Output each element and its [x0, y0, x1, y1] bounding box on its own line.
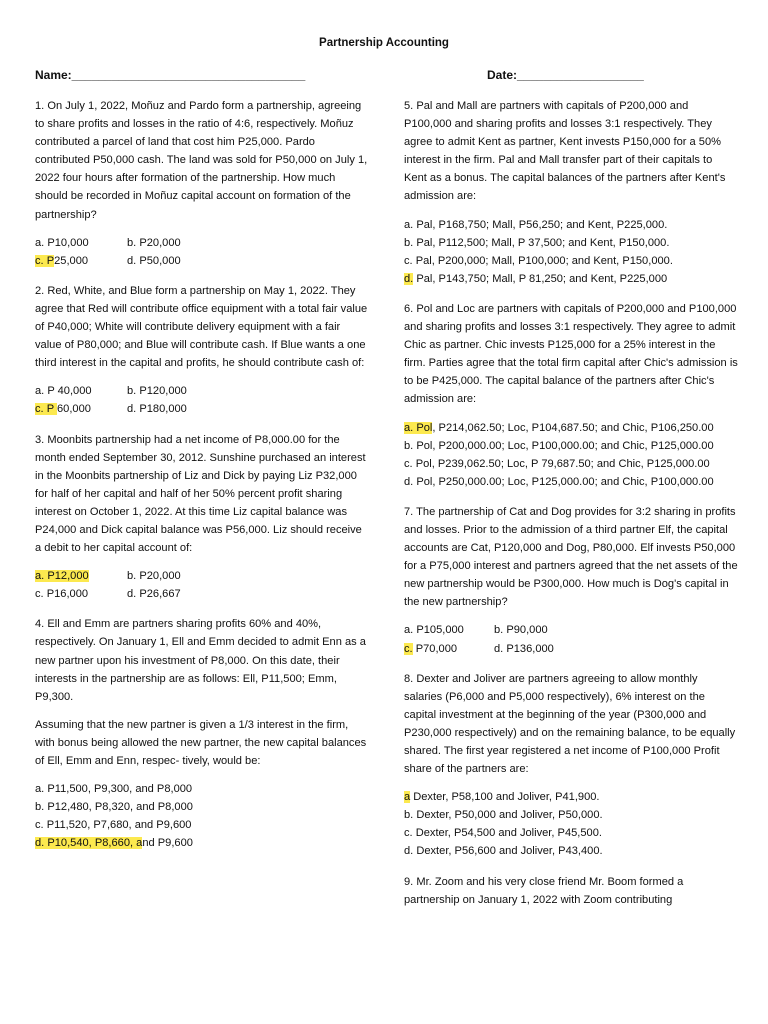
answer-highlight: d.: [404, 272, 414, 285]
question-6-options: [404, 419, 738, 491]
option-a: [404, 419, 738, 437]
right-column: [404, 97, 738, 919]
left-column: [35, 97, 369, 864]
option-d-text: nd P9,600: [142, 837, 193, 850]
option-c: c. P11,520, P7,680, and P9,600: [35, 819, 192, 832]
answer-highlight: a: [404, 791, 411, 804]
page-title: Partnership Accounting: [319, 37, 449, 49]
option-b: b. Pol, P200,000.00; Loc, P100,000.00; and Chic, P125,000.00: [404, 439, 714, 452]
option-d: d. P50,000: [127, 254, 181, 267]
option-a: a. P10,000: [35, 236, 89, 249]
option-a: [404, 788, 738, 806]
name-field: Name:___________________________________: [35, 68, 306, 82]
option-c: c. Pol, P239,062.50; Loc, P 79,687.50; and Chic, P125,000.00: [404, 457, 710, 470]
option-a: a. P11,500, P9,300, and P8,000: [35, 783, 193, 796]
question-9: 9. Mr. Zoom and his very close friend Mr. Boom formed a partnership on January 1, 2022 with Zoom contributing: [404, 875, 684, 906]
option-b: b. P20,000: [127, 236, 181, 249]
option-d: d. P136,000: [494, 642, 554, 655]
option-d: [404, 270, 738, 288]
answer-highlight: a. Pol: [404, 421, 433, 434]
option-d: d. P180,000: [127, 403, 187, 416]
option-c: [35, 252, 127, 270]
option-b: b. Dexter, P50,000 and Joliver, P50,000.: [404, 809, 603, 822]
date-field: Date:___________________: [487, 68, 644, 82]
option-a: a. P 40,000: [35, 385, 92, 398]
question-8-options: [404, 788, 738, 860]
option-b: b. P90,000: [494, 624, 548, 637]
question-3: 3. Moonbits partnership had a net income of P8,000.00 for the month ended September 30, 2012. Sunshine purchased an interest in the Moonbits partnership of Liz and Dick by paying Liz P32,000 for half of her capital and half of her 50% percent profit sharing interest on October 1, 2022. At this time Liz capital balance was P24,000 and Dick capital balance was P56,000. Liz should receive a debit to her capital account of:: [35, 433, 366, 555]
answer-highlight: c.: [404, 642, 413, 655]
question-4-options: [35, 780, 369, 852]
answer-highlight: d. P10,540, P8,660, a: [35, 837, 143, 850]
question-1: 1. On July 1, 2022, Moñuz and Pardo form a partnership, agreeing to share profits and losses in the ratio of 4:6, respectively. Moñuz contributed a parcel of land that cost him P25,000. Pardo contributed P50,000 cash. The land was sold for P50,000 on July 1, 2022 four hours after formation of the partnership. How much should be recorded in Moñuz capital account on formation of the partnership?: [35, 100, 368, 221]
question-2: 2. Red, White, and Blue form a partnership on May 1, 2022. They agree that Red will contribute office equipment with a total fair value of P40,000; White will contribute delivery equipment with a fair value of P80,000; and Blue will contribute cash. If Blue wants a one third interest in the capital and profits, he should contribute cash of:: [35, 284, 368, 370]
option-c: c. Dexter, P54,500 and Joliver, P45,500.: [404, 827, 602, 840]
option-d: d. Dexter, P56,600 and Joliver, P43,400.: [404, 845, 603, 858]
answer-highlight: c. P: [35, 254, 55, 267]
option-a: a. Pal, P168,750; Mall, P56,250; and Kent, P225,000.: [404, 218, 668, 231]
question-4-continued: Assuming that the new partner is given a 1/3 interest in the firm, with bonus being allowed the new partner, the new capital balances of Ell, Emm and Enn, respec- tively, would be:: [35, 718, 367, 767]
answer-highlight: a. P12,000: [35, 570, 89, 583]
question-4: 4. Ell and Emm are partners sharing profits 60% and 40%, respectively. On January 1, Ell and Emm decided to admit Enn as a new partner upon his investment of P8,000. On this date, their interests in the partnership are as follows: Ell, P11,500; Emm, P9,300.: [35, 618, 366, 703]
option-c: c. P16,000: [35, 588, 89, 601]
question-6: 6. Pol and Loc are partners with capitals of P200,000 and P100,000 and sharing profits and losses 3:1 respectively. They agree to admit Chic as partner. Chic invests P125,000 for a 25% interest in the firm. Parties agree that the total firm capital after Chic's admission is to be P425,000. The capital balance of the partners after Chic's admission are:: [404, 302, 738, 406]
option-b: b. Pal, P112,500; Mall, P 37,500; and Kent, P150,000.: [404, 236, 670, 249]
option-a: [35, 567, 127, 585]
option-d: [35, 834, 369, 852]
option-c-text: 60,000: [57, 403, 91, 416]
option-c: [35, 400, 127, 418]
question-8: 8. Dexter and Joliver are partners agreeing to allow monthly salaries (P6,000 and P5,000 respectively), 6% interest on the capital investment at the beginning of the year (P300,000 and P230,000 respectively) and on the remaining balance, to be equally shared. The first year registered a net income of P100,000 Profit share of the partners are:: [404, 672, 736, 776]
option-c-text: 25,000: [54, 254, 89, 267]
option-c-text: P70,000: [412, 642, 458, 655]
question-2-options: [35, 382, 369, 418]
option-d: d. P26,667: [127, 588, 181, 601]
option-b: b. P120,000: [127, 385, 187, 398]
option-d: d. Pol, P250,000.00; Loc, P125,000.00; and Chic, P100,000.00: [404, 475, 714, 488]
answer-highlight: c. P: [35, 403, 57, 416]
question-5: 5. Pal and Mall are partners with capitals of P200,000 and P100,000 and sharing profits and losses 3:1 respectively. They agree to admit Kent as partner, Kent invests P150,000 for a 50% interest in the firm. Pal and Mall transfer part of their capitals to Kent as a bonus. The capital balances of the partners after Kent's admission are:: [404, 100, 726, 203]
option-c: c. Pal, P200,000; Mall, P100,000; and Kent, P150,000.: [404, 254, 673, 267]
question-5-options: [404, 216, 738, 288]
option-a-text: , P214,062.50; Loc, P104,687.50; and Chic, P106,250.00: [432, 421, 714, 434]
option-d-text: Pal, P143,750; Mall, P 81,250; and Kent, P225,000: [413, 272, 668, 285]
option-b: b. P20,000: [127, 570, 181, 583]
option-b: b. P12,480, P8,320, and P8,000: [35, 801, 193, 814]
question-3-options: [35, 567, 369, 603]
question-7: 7. The partnership of Cat and Dog provides for 3:2 sharing in profits and losses. Prior to the admission of a third partner Elf, the capital accounts are Cat, P120,000 and Dog, P80,000. Elf invests P50,000 for a P75,000 interest and partners agreed that the net assets of the new partnership would be P300,000. How much is Dog's capital in the new partnership?: [404, 505, 738, 609]
question-1-options: [35, 234, 369, 270]
option-a: a. P105,000: [404, 624, 464, 637]
question-7-options: [404, 621, 738, 657]
option-c: [404, 640, 494, 658]
option-a-text: Dexter, P58,100 and Joliver, P41,900.: [410, 791, 600, 804]
